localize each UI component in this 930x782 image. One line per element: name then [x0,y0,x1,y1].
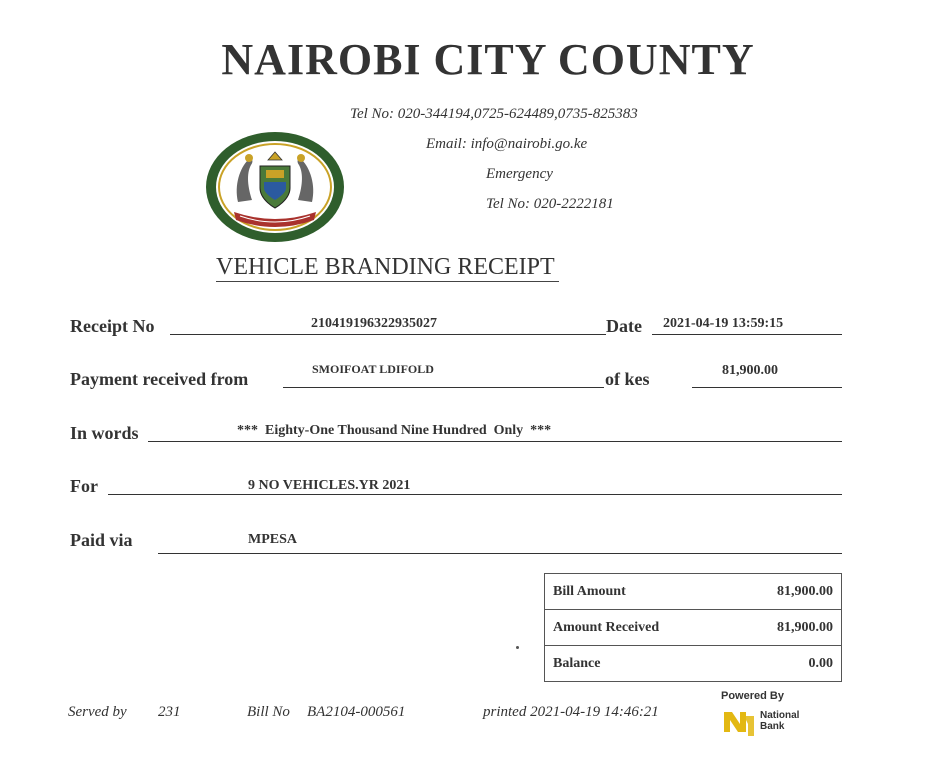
summary-table [544,573,842,682]
powered-by-label: Powered By [721,690,784,702]
bill-amount-label: Bill Amount [545,574,732,610]
contact-tel: Tel No: 020-344194,0725-624489,0735-825383 [350,106,638,122]
bill-no-value: BA2104-000561 [307,704,406,720]
served-by-label: Served by [68,704,127,720]
of-kes-label: of kes [605,369,650,389]
balance-label: Balance [545,646,732,682]
payment-from-line [283,387,604,388]
receipt-no-value: 210419196322935027 [311,316,437,331]
in-words-label: In words [70,423,139,443]
payment-from-value: SMOIFOAT LDIFOLD [312,362,434,376]
contact-email: Email: info@nairobi.go.ke [426,136,588,152]
bill-no-label: Bill No [247,704,290,720]
emergency-label: Emergency [486,166,553,182]
table-row [545,646,842,682]
paid-via-line [158,553,842,554]
bill-amount-value: 81,900.00 [731,574,841,610]
emergency-tel: Tel No: 020-2222181 [486,196,614,212]
receipt-no-label: Receipt No [70,316,155,336]
date-value: 2021-04-19 13:59:15 [663,316,784,331]
of-kes-line [692,387,842,388]
bank-name-line1: National [760,710,800,721]
paid-via-value: MPESA [248,532,297,547]
receipt-title: VEHICLE BRANDING RECEIPT [216,253,559,282]
balance-value: 0.00 [731,646,841,682]
speck [516,646,519,649]
for-label: For [70,476,98,496]
county-seal-icon [204,130,346,244]
in-words-value: *** Eighty-One Thousand Nine Hundred Only *** [237,423,552,438]
amount-received-value: 81,900.00 [731,610,841,646]
of-kes-value: 81,900.00 [722,363,778,378]
in-words-line [148,441,842,442]
served-by-value: 231 [158,704,181,720]
table-row [545,610,842,646]
paid-via-label: Paid via [70,530,133,550]
amount-received-label: Amount Received [545,610,732,646]
date-line [652,334,842,335]
date-label: Date [606,316,642,336]
bank-name-line2: Bank [760,721,785,732]
county-title: NAIROBI CITY COUNTY [221,35,755,84]
printed-timestamp: printed 2021-04-19 14:46:21 [483,704,659,720]
for-line [108,494,842,495]
receipt-no-line [170,334,606,335]
table-row [545,574,842,610]
payment-from-label: Payment received from [70,369,249,389]
national-bank-logo-icon [722,706,756,738]
for-value: 9 NO VEHICLES.YR 2021 [248,478,411,493]
